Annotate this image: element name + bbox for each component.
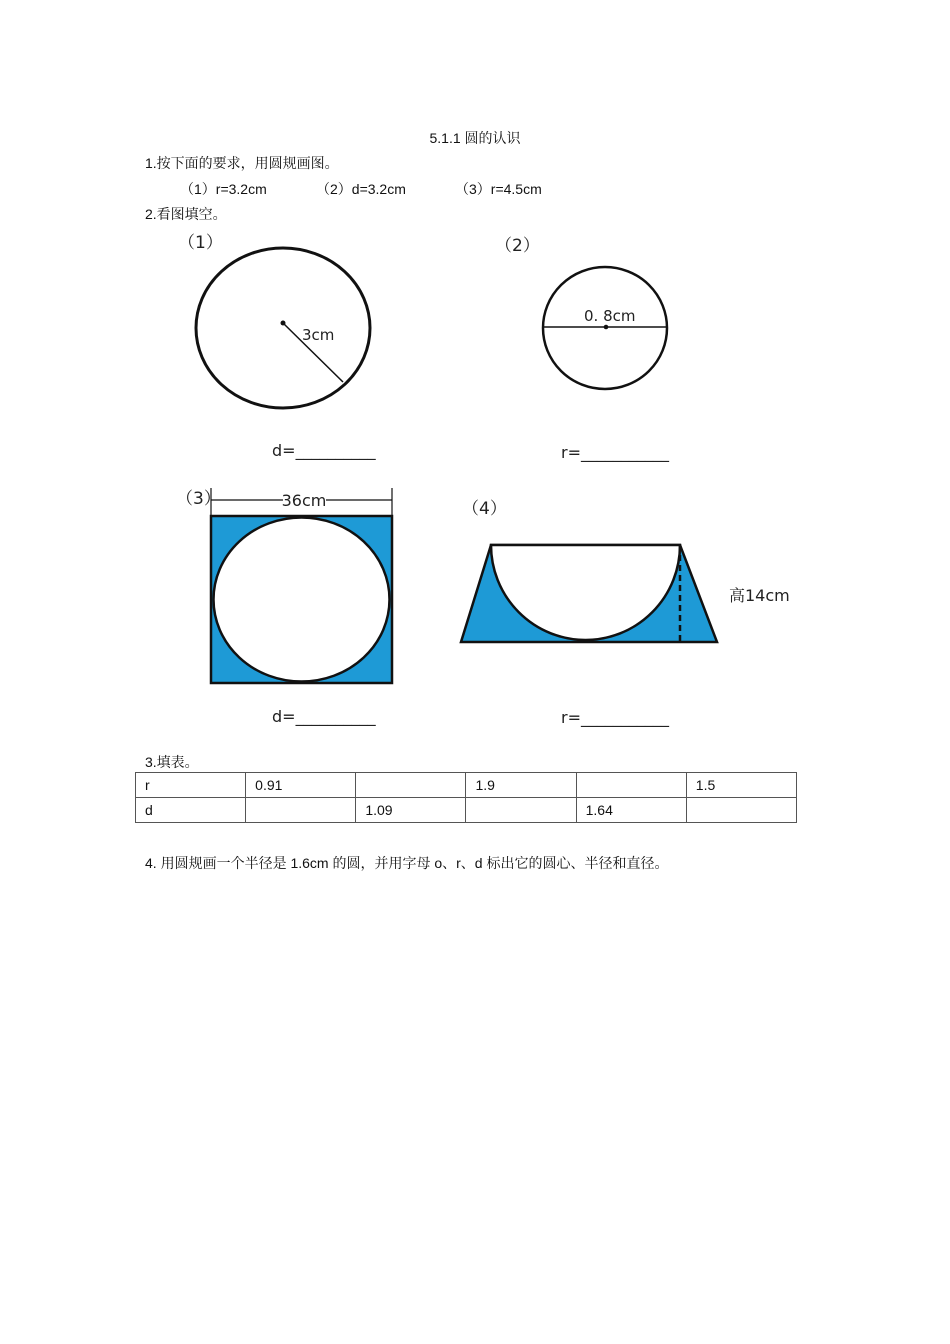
figure-4-label: （4） bbox=[462, 499, 507, 519]
figure-1-circle bbox=[196, 248, 370, 408]
table-cell: 1.09 bbox=[356, 798, 466, 823]
table-cell bbox=[356, 773, 466, 798]
table-cell: 1.9 bbox=[466, 773, 576, 798]
table-cell: 1.64 bbox=[576, 798, 686, 823]
question-3-prompt: 3.填表。 bbox=[145, 754, 199, 770]
question-1-item-1: （1）r=3.2cm bbox=[180, 181, 267, 197]
figure-1 bbox=[178, 233, 377, 461]
question-1-prompt: 1.按下面的要求，用圆规画图。 bbox=[145, 155, 339, 171]
figure-3 bbox=[176, 488, 392, 727]
figure-1-radius-label: 3cm bbox=[302, 326, 335, 344]
figure-2-label: （2） bbox=[495, 236, 540, 256]
question-2-prompt: 2.看图填空。 bbox=[145, 206, 227, 222]
table-cell: r bbox=[136, 773, 246, 798]
figure-4 bbox=[461, 499, 790, 728]
figure-4-height-label: 高14cm bbox=[729, 586, 790, 605]
figure-2-diameter-label: 0. 8cm bbox=[584, 307, 636, 325]
figure-2-center-dot bbox=[604, 325, 609, 330]
figure-4-answer: r=___________ bbox=[561, 708, 669, 727]
figure-1-answer: d=__________ bbox=[272, 441, 376, 460]
question-4-prompt: 4. 用圆规画一个半径是 1.6cm 的圆，并用字母 o、r、d 标出它的圆心、半径和直径。 bbox=[145, 855, 669, 871]
figure-3-side-label: 36cm bbox=[281, 491, 327, 510]
figure-2 bbox=[495, 236, 670, 463]
figure-3-answer: d=__________ bbox=[272, 707, 376, 726]
page-title: 5.1.1 圆的认识 bbox=[429, 130, 521, 146]
table-row bbox=[136, 798, 797, 823]
table-cell: 1.5 bbox=[686, 773, 796, 798]
table-row bbox=[136, 773, 797, 798]
table-cell bbox=[686, 798, 796, 823]
table-cell: d bbox=[136, 798, 246, 823]
question-1-item-3: （3）r=4.5cm bbox=[455, 181, 542, 197]
figure-3-circle bbox=[214, 518, 390, 682]
figure-3-label: （3） bbox=[176, 489, 221, 509]
table-cell: 0.91 bbox=[246, 773, 356, 798]
figure-2-answer: r=___________ bbox=[561, 443, 669, 462]
question-1-item-2: （2）d=3.2cm bbox=[316, 181, 406, 197]
figure-1-label: （1） bbox=[178, 233, 223, 253]
table-cell bbox=[246, 798, 356, 823]
table-cell bbox=[466, 798, 576, 823]
table-cell bbox=[576, 773, 686, 798]
radius-diameter-table bbox=[135, 772, 797, 823]
